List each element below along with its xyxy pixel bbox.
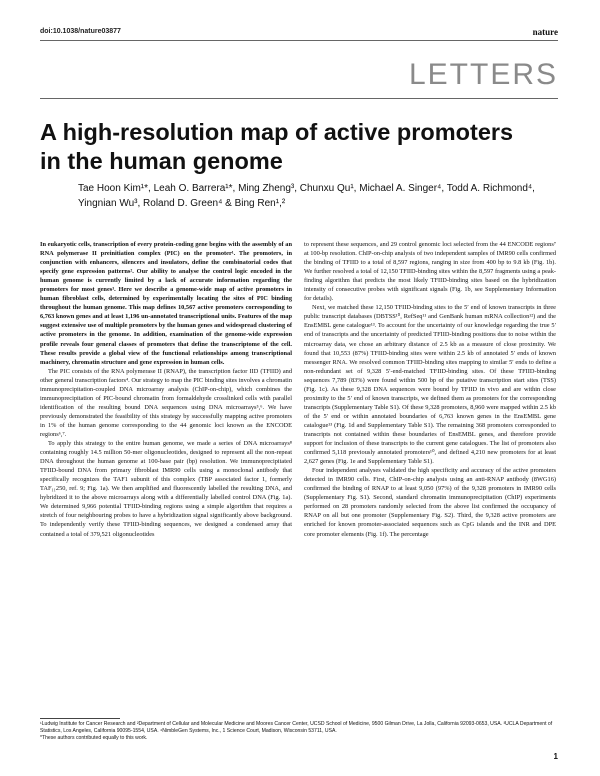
page-number: 1 [553,752,558,761]
article-title: A high-resolution map of active promoters in the human genome [40,119,514,174]
right-column [304,240,556,539]
affiliation-footnote: ¹Ludwig Institute for Cancer Research and ²Department of Cellular and Molecular Medicine and Moores Cancer Center, UCSD School of Medicine, 9500 Gilman Drive, La Jolla, California 92093-0653, USA. ³UCLA Department of Statistics, Los Angeles, California 90095-1554, USA. ⁴NimbleGen Systems, Inc., 1 Science Court, Madison, Wisconsin 53711, USA. *These authors contributed equally to this work. [40,721,553,742]
journal-name: nature [532,27,558,37]
left-column [40,240,292,539]
abstract-paragraph: In eukaryotic cells, transcription of every protein-coding gene begins with the assembly of an RNA polymerase II preinitiation complex (PIC) on the promoter¹. The promoters, in conjunction with enhancers, silencers and insulators, define the combinatorial codes that specify gene expression patterns². Our ability to analyse the control logic encoded in the human genome is currently limited by a lack of accurate information regarding the promoters for most genes³. Here we describe a genome-wide map of active promoters in human fibroblast cells, determined by experimentally locating the sites of PIC binding throughout the human genome. This map defines 10,567 active promoters corresponding to 6,763 known genes and at least 1,196 un-annotated transcriptional units. Features of the map suggest extensive use of multiple promoters by the human genes and widespread clustering of active promoters in the genome. In addition, examination of the genome-wide expression profile reveals four general classes of promoters that define the transcriptome of the cell. These results provide a global view of the functional relationships among transcriptional machinery, chromatin structure and gene expression in human cells. [40,241,292,366]
body-paragraph: To apply this strategy to the entire human genome, we made a series of DNA microarrays⁸ containing roughly 14.5 million 50-mer oligonucleotides, designed to represent all the non-repeat DNA throughout the human genome at 100-base pair (bp) resolution. We immunoprecipitated TFIID-bound DNA from primary fibroblast IMR90 cells using a monoclonal antibody that specifically recognizes the TAF1 subunit of this complex (TBP associated factor 1, formerly TAF₁₁250, ref. 9; Fig. 1a). We then amplified and fluorescently labelled the resulting DNA, and hybridized it to the above microarrays along with a differentially labelled control DNA (Fig. 1a). We determined 9,966 potential TFIID-binding regions using a simple algorithm that requires a stretch of four neighbouring probes to have a hybridization signal significantly above background. To independently verify these TFIID-binding sequences, we designed a condensed array that contained a total of 379,521 oligonucleotides [40,440,292,538]
section-rule [40,98,558,99]
body-paragraph: The PIC consists of the RNA polymerase II (RNAP), the transcription factor IID (TFIID) and other general transcription factors⁴. Our strategy to map the PIC binding sites involves a chromatin immunoprecipitation-coupled DNA microarray analysis (ChIP-on-chip), which combines the immunoprecipitation of PIC-bound chromatin from formaldehyde crosslinked cells with parallel identification of the resulting bound DNA sequences using DNA microarrays⁵,⁶. We have previously demonstrated the feasibility of this strategy by successfully mapping active promoters in 1% of the human genome corresponding to the 44 genomic loci known as the ENCODE regions⁶,⁷. [40,367,292,438]
author-list: Tae Hoon Kim¹*, Leah O. Barrera¹*, Ming Zheng³, Chunxu Qu¹, Michael A. Singer⁴, Todd A. Richmond⁴, Yingnian Wu³, Roland D. Green⁴ & Bing Ren¹,² [78,183,535,209]
header-rule [40,40,558,41]
doi-label: doi:10.1038/nature03877 [40,28,121,35]
body-paragraph: to represent these sequences, and 29 control genomic loci selected from the 44 ENCODE regions⁷ at 100-bp resolution. ChIP-on-chip analysis of two independent samples of IMR90 cells confirmed the binding of TFIID to a total of 8,597 regions, ranging in size from 400 bp to 9.8 kb (Fig. 1b). We further resolved a total of 12,150 TFIID-binding sites within the 8,597 fragments using a peak-finding algorithm that predicts the most likely TFIID-binding sites based on the hybridization intensity of consecutive probes with significant signals (Fig. 1b, see Supplementary Information for details). [304,241,556,303]
footnote-rule [40,718,120,719]
body-paragraph: Four independent analyses validated the high specificity and accuracy of the active promoters detected in IMR90 cells. First, ChIP-on-chip analysis using an anti-RNAP antibody (8WG16) confirmed the binding of RNAP to at least 9,050 (97%) of the 9,328 promoters in IMR90 cells (Supplementary Fig. S1). Second, standard chromatin immunoprecipitation (ChIP) experiments performed on 28 promoters randomly selected from the above list confirmed the occupancy of RNAP on all but one promoter (Supplementary Fig. S2). Third, the 9,328 active promoters are enriched for known promoter-associated sequences such as CpG islands and the INR and DPE core promoter elements (Fig. 1f). The percentage [304,467,556,538]
section-label: LETTERS [408,58,558,91]
body-paragraph: Next, we matched these 12,150 TFIID-binding sites to the 5′ end of known transcripts in three public transcript databases (DBTSS¹⁰, RefSeq¹¹ and GenBank human mRNA collection¹²) and the EnsEMBL gene catalogue¹³. To account for the uncertainty of our knowledge regarding the true 5′ end of transcripts and the uncertainty of predicted TFIID-binding positions due to noise within the microarray data, we chose an arbitrary distance of 2.5 kb as a measure of close proximity. We found that 10,553 (87%) TFIID-binding sites were within 2.5 kb of annotated 5′ ends of known messenger RNA. We resolved common TFIID-binding sites mapping to similar 5′ ends to define a non-redundant set of 9,328 5′-end-matched TFIID-binding sites. Of these TFIID-binding sequences 7,789 (83%) were found within 500 bp of the putative transcription start sites (TSS) (Fig. 1c). As these 9,328 DNA sequences were bound by TFIID in vivo and are within close proximity to the 5′ end of known transcripts, we defined them as promoters for the corresponding transcripts (Supplementary Table S1). Of these 9,328 promoters, 8,960 were mapped within 2.5 kb of the 5′ end or within annotated boundaries of 6,763 known genes in the EnsEMBL gene catalogue¹³ (Fig. 1d and Supplementary Table S1). The remaining 368 promoters corresponded to transcripts not contained within these boundaries of EnsEMBL genes, and therefore provide support for inclusion of these transcripts to the current gene catalogues. The list of promoters also confirmed 5,118 previously annotated promoters¹⁰, and defined 4,210 new promoters for at least 2,627 genes (Fig. 1e and Supplementary Table S1). [304,304,556,466]
